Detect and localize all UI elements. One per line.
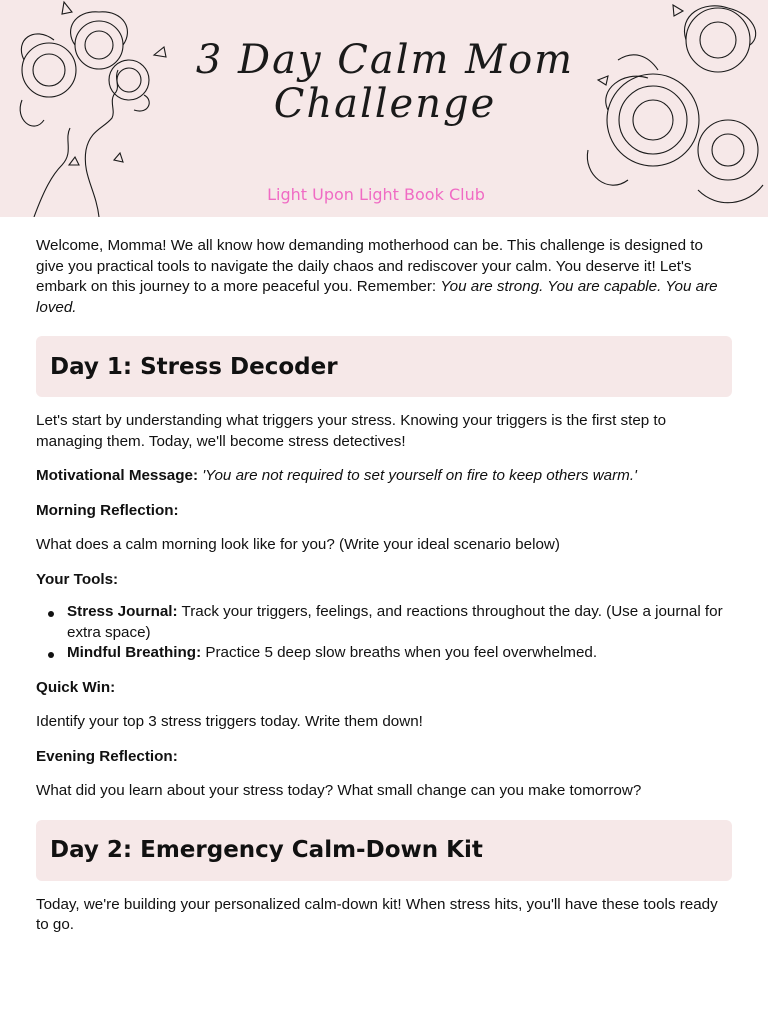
day2-heading-box bbox=[36, 820, 732, 881]
intro-emphasis: You are strong. You are capable. You are loved. bbox=[36, 278, 718, 316]
quick-win-label: Quick Win: bbox=[36, 678, 116, 696]
day1-title: Day 1: Stress Decoder bbox=[50, 353, 338, 380]
tool-description: Track your triggers, feelings, and reactions throughout the day. (Use a journal for extra space) bbox=[67, 603, 723, 641]
intro-paragraph bbox=[36, 236, 732, 318]
tool-item-stress-journal bbox=[67, 602, 732, 643]
motivational-quote: 'You are not required to set yourself on fire to keep others warm.' bbox=[202, 467, 637, 484]
header-banner bbox=[0, 0, 768, 217]
tools-label: Your Tools: bbox=[36, 570, 119, 588]
morning-reflection-label: Morning Reflection: bbox=[36, 501, 179, 519]
day1-lead: Let's start by understanding what triggers your stress. Knowing your triggers is the first step to managing them. Today, we'll become stress detectives! bbox=[36, 412, 667, 450]
motivational-label: Motivational Message: bbox=[36, 467, 199, 484]
tools-list bbox=[36, 602, 732, 664]
tool-name: Stress Journal: bbox=[67, 603, 178, 620]
evening-reflection-label: Evening Reflection: bbox=[36, 747, 178, 765]
motivational-message bbox=[36, 466, 732, 487]
book-club-name: Light Upon Light Book Club bbox=[267, 185, 485, 204]
day1-heading-box bbox=[36, 336, 732, 397]
evening-reflection-text: What did you learn about your stress today? What small change can you make tomorrow? bbox=[36, 782, 642, 799]
tool-name: Mindful Breathing: bbox=[67, 644, 202, 661]
main-content bbox=[36, 236, 732, 936]
morning-reflection-text: What does a calm morning look like for you? (Write your ideal scenario below) bbox=[36, 536, 560, 553]
tool-description: Practice 5 deep slow breaths when you feel overwhelmed. bbox=[201, 644, 598, 661]
intro-text: Welcome, Momma! We all know how demanding motherhood can be. This challenge is designed to give you practical tools to navigate the daily chaos and rediscover your calm. You deserve it! Let's embark on this journey to a more peaceful you. Remember: bbox=[36, 237, 703, 295]
challenge-title bbox=[150, 38, 620, 126]
day2-lead: Today, we're building your personalized calm-down kit! When stress hits, you'll have these tools ready to go. bbox=[36, 895, 718, 933]
title-line-1: 3 Day Calm Mom bbox=[195, 37, 575, 83]
title-line-2: Challenge bbox=[273, 81, 497, 127]
tool-item-mindful-breathing bbox=[67, 643, 732, 664]
peony-illustration bbox=[578, 0, 768, 217]
day2-title: Day 2: Emergency Calm-Down Kit bbox=[50, 837, 483, 863]
quick-win-text: Identify your top 3 stress triggers today. Write them down! bbox=[36, 713, 423, 730]
